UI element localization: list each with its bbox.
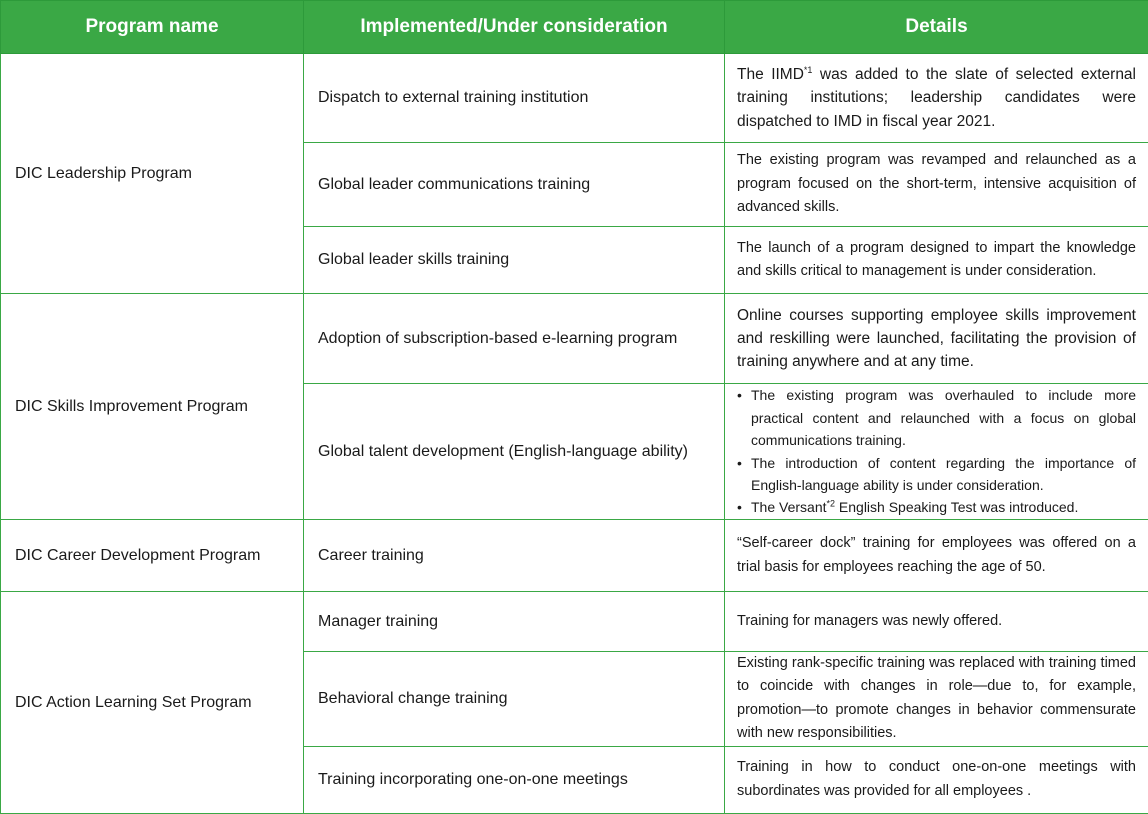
details-text: The Versant — [751, 499, 827, 515]
item-cell: Career training — [304, 520, 725, 592]
details-cell: Training for managers was newly offered. — [725, 592, 1148, 652]
details-text: The IIMD — [737, 66, 804, 83]
table-row — [1, 294, 1148, 384]
list-item — [737, 496, 1136, 518]
details-cell: “Self-career dock” training for employees was offered on a trial basis for employees reaching the age of 50. — [725, 520, 1148, 592]
details-cell: Online courses supporting employee skills improvement and reskilling were launched, facilitating the provision of training anywhere and at any time. — [725, 294, 1148, 384]
item-cell: Global talent development (English-language ability) — [304, 384, 725, 520]
header-row — [1, 1, 1148, 54]
item-cell: Global leader communications training — [304, 143, 725, 227]
item-cell: Behavioral change training — [304, 652, 725, 747]
item-cell: Dispatch to external training institution — [304, 54, 725, 143]
program-name-leadership: DIC Leadership Program — [1, 54, 304, 294]
details-cell: Training in how to conduct one-on-one meetings with subordinates was provided for all employees . — [725, 746, 1148, 813]
item-cell: Manager training — [304, 592, 725, 652]
footnote-marker: *1 — [804, 65, 813, 75]
details-cell: Existing rank-specific training was replaced with training timed to coincide with changes in role—due to, for example, promotion—to promote changes in behavior commensurate with new responsibilities. — [725, 652, 1148, 747]
item-cell: Global leader skills training — [304, 227, 725, 294]
header-program-name: Program name — [1, 1, 304, 54]
header-details: Details — [725, 1, 1148, 54]
program-name-career: DIC Career Development Program — [1, 520, 304, 592]
table-row — [1, 54, 1148, 143]
details-cell — [725, 54, 1148, 143]
program-name-action-learning: DIC Action Learning Set Program — [1, 592, 304, 814]
list-item: • The existing program was overhauled to include more practical content and relaunched with a focus on global communications training. — [737, 384, 1136, 451]
details-cell — [725, 384, 1148, 520]
footnote-marker: *2 — [827, 499, 836, 509]
table-row — [1, 520, 1148, 592]
header-implemented: Implemented/Under consideration — [304, 1, 725, 54]
details-text: English Speaking Test was introduced. — [835, 499, 1078, 515]
item-cell: Adoption of subscription-based e-learning program — [304, 294, 725, 384]
list-item: • The introduction of content regarding the importance of English-language ability is under consideration. — [737, 452, 1136, 497]
program-name-skills: DIC Skills Improvement Program — [1, 294, 304, 520]
table-row — [1, 592, 1148, 652]
details-text: was added to the slate of selected external training institutions; leadership candidates were dispatched to IMD in fiscal year 2021. — [737, 66, 1136, 130]
item-cell: Training incorporating one-on-one meetings — [304, 746, 725, 813]
details-bullet-list — [737, 384, 1136, 518]
details-cell: The launch of a program designed to impart the knowledge and skills critical to management is under consideration. — [725, 227, 1148, 294]
details-cell: The existing program was revamped and relaunched as a program focused on the short-term, intensive acquisition of advanced skills. — [725, 143, 1148, 227]
